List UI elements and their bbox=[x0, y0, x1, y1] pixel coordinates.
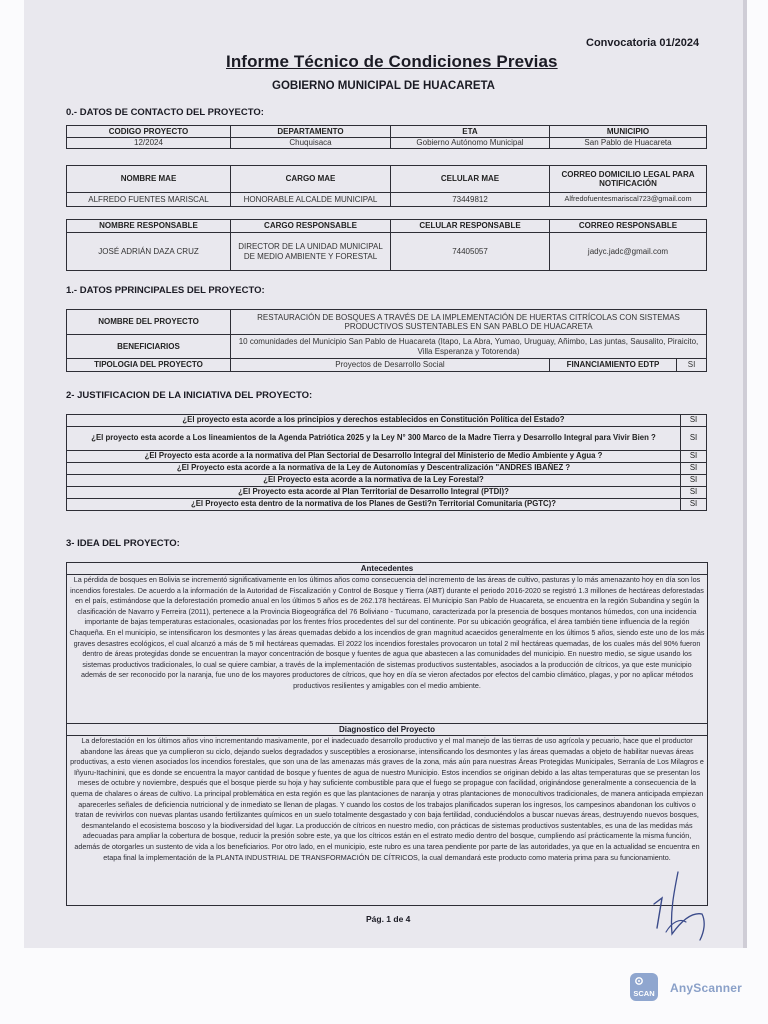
correo-responsable-value: jadyc.jadc@gmail.com bbox=[550, 233, 707, 271]
question-2: ¿El proyecto esta acorde a Los lineamientos de la Agenda Patriótica 2025 y la Ley N° 300 Marco de la Madre Tierra y Desarrollo Integral para Vivir Bien ? bbox=[67, 427, 681, 451]
section-3-heading: 3- IDEA DEL PROYECTO: bbox=[66, 538, 180, 549]
document-title: Informe Técnico de Condiciones Previas bbox=[226, 52, 558, 71]
header-correo-notificacion: CORREO DOMICILIO LEGAL PARA NOTIFICACIÓN bbox=[550, 166, 707, 193]
header-departamento: DEPARTAMENTO bbox=[231, 126, 391, 138]
header-eta: ETA bbox=[391, 126, 550, 138]
nombre-proyecto-label: NOMBRE DEL PROYECTO bbox=[67, 310, 231, 335]
anyscanner-watermark: AnyScanner bbox=[670, 981, 743, 995]
section-2-heading: 2- JUSTIFICACION DE LA INICIATIVA DEL PROYECTO: bbox=[66, 390, 313, 401]
header-correo-responsable: CORREO RESPONSABLE bbox=[550, 220, 707, 233]
responsable-table bbox=[66, 219, 707, 271]
eta-value: Gobierno Autónomo Municipal bbox=[391, 138, 550, 149]
justification-table bbox=[66, 414, 707, 511]
tipologia-label: TIPOLOGIA DEL PROYECTO bbox=[67, 359, 231, 372]
answer-1: SI bbox=[681, 415, 707, 427]
answer-4: SI bbox=[681, 463, 707, 475]
nombre-responsable-value: JOSÉ ADRIÁN DAZA CRUZ bbox=[67, 233, 231, 271]
celular-mae-value: 73449812 bbox=[391, 193, 550, 207]
handwritten-signature bbox=[626, 862, 716, 942]
departamento-value: Chuquisaca bbox=[231, 138, 391, 149]
codigo-proyecto-value: 12/2024 bbox=[67, 138, 231, 149]
scan-badge-label: SCAN bbox=[633, 989, 655, 998]
celular-responsable-value: 74405057 bbox=[391, 233, 550, 271]
page-number: Pág. 1 de 4 bbox=[366, 914, 411, 924]
question-7: ¿El Proyecto esta dentro de la normativa de los Planes de Gesti?n Territorial Comunitaria (PGTC)? bbox=[67, 499, 681, 511]
financiamiento-label: FINANCIAMIENTO EDTP bbox=[550, 359, 677, 372]
header-celular-mae: CELULAR MAE bbox=[391, 166, 550, 193]
anyscanner-logo-icon bbox=[629, 972, 659, 1002]
question-6: ¿El Proyecto esta acorde al Plan Territorial de Desarrollo Integral (PTDI)? bbox=[67, 487, 681, 499]
diagnostico-text: La deforestación en los últimos años vino incrementando masivamente, por el inadecuado desarrollo productivo y el mal manejo de las tierras de uso agrícola y pecuario, hace que el productor abandone las áreas que ya cumplieron su ciclo, dejando suelos degradados y susceptibles a erosionarse, intensificando los desmontes y las áreas quemadas a objeto de habilitar nuevas áreas productivas, a esto vienen asociados los incendios forestales, que son una de las amenazas más graves de la zona, más aún para nuestras Áreas Protegidas Municipales, Serranía de Los Milagros e Iñyuru-Itachinini, que es donde se encuentra la mayor cantidad de bosque y fuentes de agua de nuestro Municipio. Estos incendios se originan debido a las altas temperaturas que se presentan los meses de octubre y noviembre, después que el bosque pierde su hoja y hay suficiente combustible para que el fuego se propague con facilidad, originándose generalmente a consecuencia de la quema de chalares o áreas de cultivo. La principal problemática en esta región es que las plantaciones de naranja y otras plantaciones de monocultivos tradicionales, de manera anticipada empiezan aparecerles señales de deficiencia nutricional y de inmediato se llenan de plagas. Y cuando los costos de los trabajos planificados superan los ingresos, los campesinos abandonan los cultivos o tratan de revivirlos con nuevas plantas usando fertilizantes químicos en un suelo totalmente desgastado y con baja fertilidad, conduciéndolos a buscar nuevas áreas, destruyendo nuevos bosques, desmantelando el ecosistema boscoso y la biodiversidad del lugar. La producción de cítricos en nuestro medio, con prácticas de sistemas productivos sustentables, es una de las medidas más adecuadas para ampliar la cobertura de bosque, reducir la presión sobre este, ya que los cítricos están en el estrato medio dentro del bosque, cumpliendo así prácticamente la misma función, además de otorgarles un sustento de vida a los beneficiarios. Por otro lado, en el municipio, este rubro es una tarea pendiente por parte de las autoridades, ya que en la actualidad se encuentra en etapa final la implementación de la PLANTA INDUSTRIAL DE TRANSFORMACIÓN DE CÍTRICOS, la cual demandará este producto como materia prima para su funcionamiento. bbox=[70, 736, 704, 862]
answer-3: SI bbox=[681, 451, 707, 463]
answer-5: SI bbox=[681, 475, 707, 487]
header-cargo-responsable: CARGO RESPONSABLE bbox=[231, 220, 391, 233]
mae-table bbox=[66, 165, 707, 207]
page-edge bbox=[743, 0, 747, 948]
question-3: ¿El Proyecto esta acorde a la normativa del Plan Sectorial de Desarrollo Integral del Ministerio de Medio Ambiente y Agua ? bbox=[67, 451, 681, 463]
beneficiarios-value: 10 comunidades del Municipio San Pablo de Huacareta (Itapo, La Abra, Yumao, Uruguay, Añimbo, Las juntas, Sausalito, Piraicito, Villa Esperanza y Totorenda) bbox=[231, 335, 707, 359]
section-0-heading: 0.- DATOS DE CONTACTO DEL PROYECTO: bbox=[66, 107, 264, 118]
header-codigo-proyecto: CODIGO PROYECTO bbox=[67, 126, 231, 138]
convocatoria-label: Convocatoria 01/2024 bbox=[586, 37, 700, 49]
antecedentes-title: Antecedentes bbox=[67, 563, 707, 575]
question-1: ¿El proyecto esta acorde a los principios y derechos establecidos en Constitución Política del Estado? bbox=[67, 415, 681, 427]
municipio-value: San Pablo de Huacareta bbox=[550, 138, 707, 149]
financiamiento-value: SI bbox=[677, 359, 707, 372]
header-municipio: MUNICIPIO bbox=[550, 126, 707, 138]
beneficiarios-label: BENEFICIARIOS bbox=[67, 335, 231, 359]
header-cargo-mae: CARGO MAE bbox=[231, 166, 391, 193]
correo-mae-value: Alfredofuentesmariscal723@gmail.com bbox=[550, 193, 707, 207]
cargo-responsable-value: DIRECTOR DE LA UNIDAD MUNICIPAL DE MEDIO AMBIENTE Y FORESTAL bbox=[231, 233, 391, 271]
project-main-table bbox=[66, 309, 707, 372]
question-5: ¿El Proyecto esta acorde a la normativa de la Ley Forestal? bbox=[67, 475, 681, 487]
antecedentes-box bbox=[66, 562, 708, 725]
answer-7: SI bbox=[681, 499, 707, 511]
question-4: ¿El Proyecto esta acorde a la normativa de la Ley de Autonomías y Descentralización "ANDRES IBAÑEZ ? bbox=[67, 463, 681, 475]
header-nombre-responsable: NOMBRE RESPONSABLE bbox=[67, 220, 231, 233]
section-1-heading: 1.- DATOS PPRINCIPALES DEL PROYECTO: bbox=[66, 285, 265, 296]
cargo-mae-value: HONORABLE ALCALDE MUNICIPAL bbox=[231, 193, 391, 207]
nombre-mae-value: ALFREDO FUENTES MARISCAL bbox=[67, 193, 231, 207]
project-code-table bbox=[66, 125, 707, 149]
header-nombre-mae: NOMBRE MAE bbox=[67, 166, 231, 193]
header-celular-responsable: CELULAR RESPONSABLE bbox=[391, 220, 550, 233]
nombre-proyecto-value: RESTAURACIÓN DE BOSQUES A TRAVÉS DE LA IMPLEMENTACIÓN DE HUERTAS CITRÍCOLAS CON SISTEMAS PRODUCTIVOS SUSTENTABLES EN SAN PABLO DE HUACARETA bbox=[231, 310, 707, 335]
antecedentes-text: La pérdida de bosques en Bolivia se incrementó significativamente en los últimos años como consecuencia del incremento de las áreas de cultivo, pasturas y lo más amenazanto hoy en día son los incendios forestales. De acuerdo a la información de la Autoridad de Fiscalización y Control de Bosque y Tierra (ABT) durante el periodo 2016-2020 se registró 1.3 millones de hectáreas deforestadas en el país, estimándose que la deforestación promedio anual en los últimos 5 años es de 262.178 hectáreas. El Municipio San Pablo de Huacareta, se encuentra en la región Subandina y según la clasificación de Navarro y Ferreira (2011), pertenece a la Provincia Biogeográfica del 76 Boliviano - Tucumano, caracterizada por la presencia de bosques montanos húmedos, con una incidencia importante de bajas temperaturas estacionales, ocasionadas por los frentes fríos procedentes del sur del continente. Por su ubicación geográfica, el área también tiene influencia de la región Chaqueña. En el municipio, se intensificaron los desmontes y las áreas quemadas debido a los incendios de gran magnitud acaecidos generalmente en los últimos 5 años, siendo este uno de los más graves desastres ecológicos, el cual alcanzó a más de 5 mil hectáreas quemadas. El 2022 los incendios forestales provocaron un total 2 mil hectáreas quemadas, de los cuales más del 90% fueron dentro de áreas protegidas donde se encuentran la mayor concentración de bosque y fuentes de agua que abastecen a las comunidades del municipio. En nuestro medio, se sigue usando los sistemas productivos tradicionales, lo cual se quiere cambiar, a través de la implementación de sistemas productivos sustentables, asociados a la producción de cítricos, ya que este municipio además de ser reconocido por la naranja, fue uno de los mayores productores de cítricos, que hoy en día se vieron afectados por efectos del cambio climático, plagas, y por no aplicar métodos productivos resilientes y amigables con el medio ambiente. bbox=[69, 575, 705, 690]
document-subtitle: GOBIERNO MUNICIPAL DE HUACARETA bbox=[272, 80, 495, 92]
diagnostico-title: Diagnostico del Proyecto bbox=[67, 724, 707, 736]
diagnostico-box bbox=[66, 723, 708, 906]
tipologia-value: Proyectos de Desarrollo Social bbox=[231, 359, 550, 372]
answer-6: SI bbox=[681, 487, 707, 499]
answer-2: SI bbox=[681, 427, 707, 451]
